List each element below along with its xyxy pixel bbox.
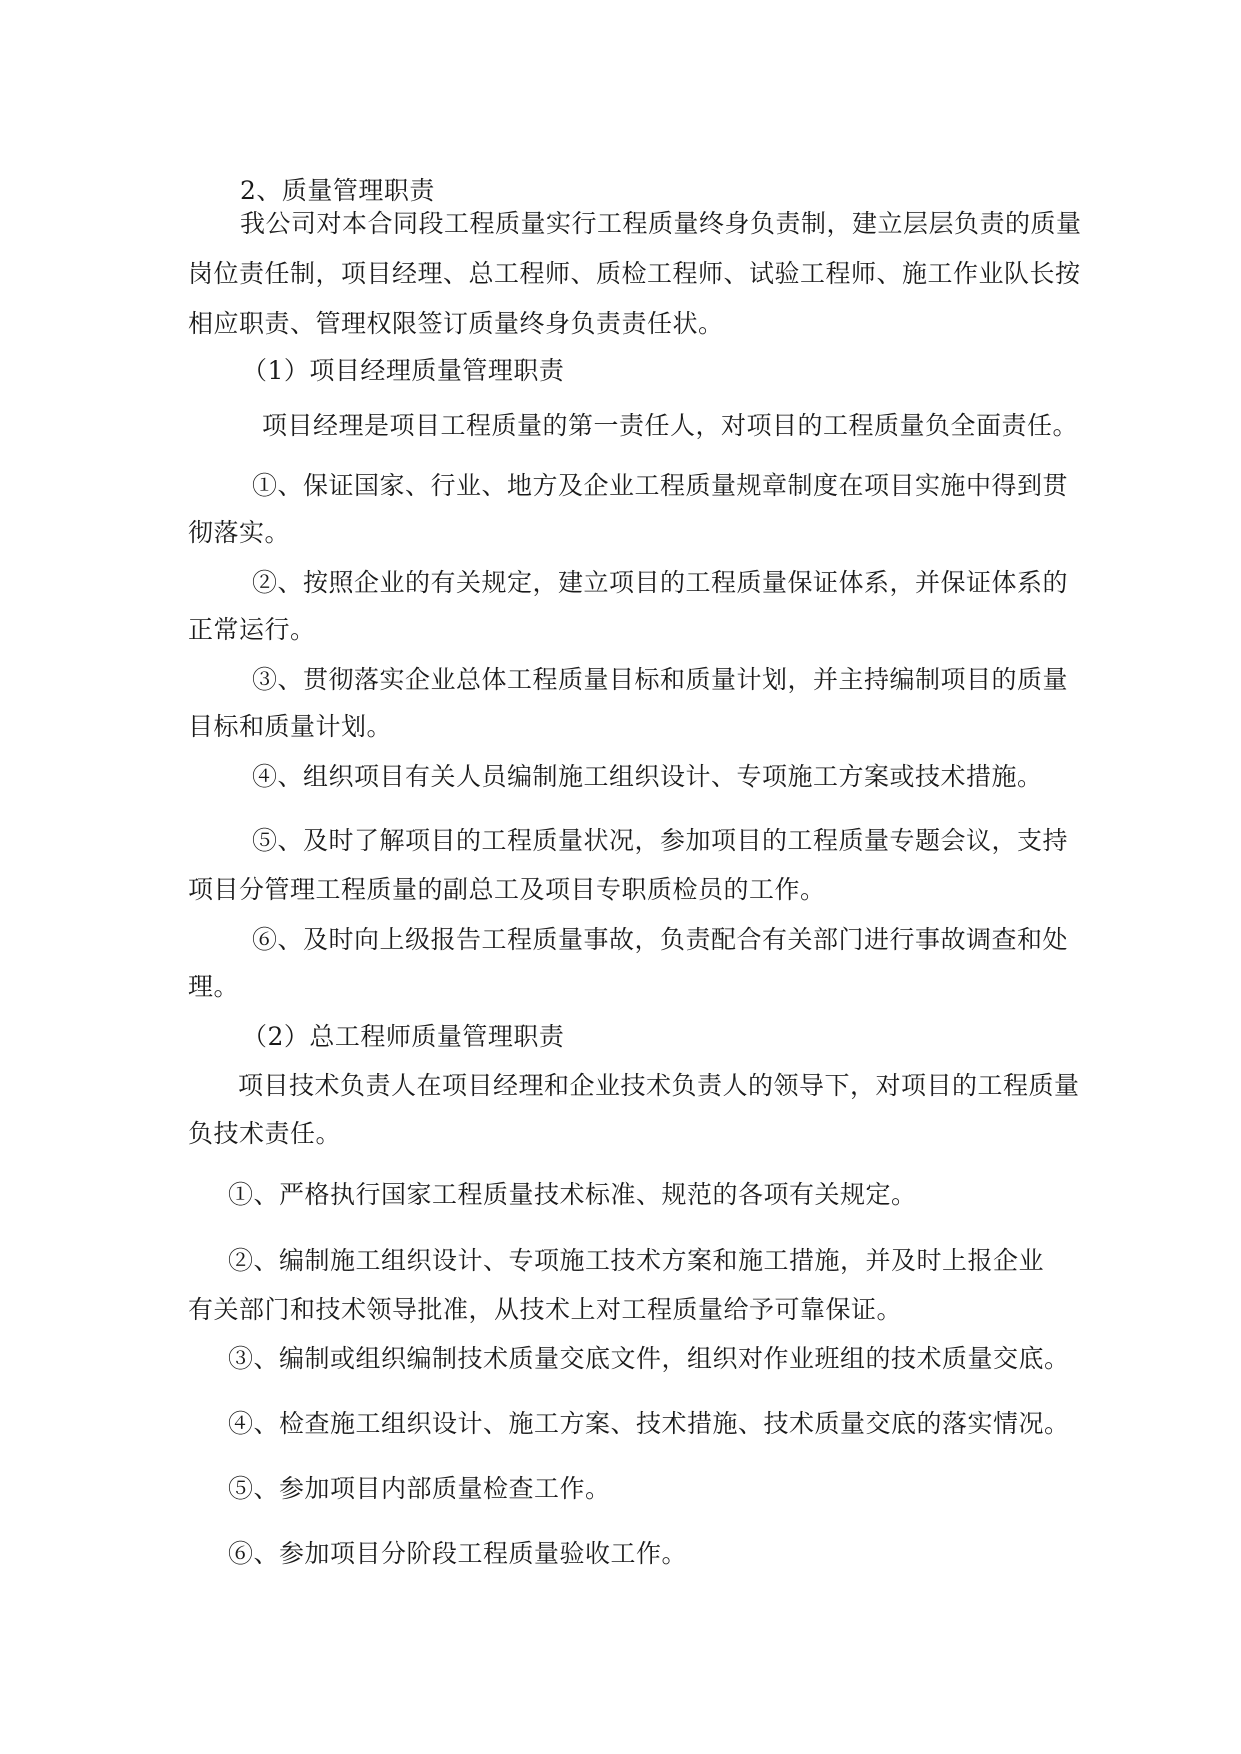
- pm-item-1-line-1: ①、保证国家、行业、地方及企业工程质量规章制度在项目实施中得到贯: [252, 471, 1069, 500]
- pm-item-2-line-2: 正常运行。: [188, 615, 316, 644]
- ce-heading: （2）总工程师质量管理职责: [242, 1022, 565, 1051]
- pm-item-3-line-1: ③、贯彻落实企业总体工程质量目标和质量计划，并主持编制项目的质量: [252, 665, 1069, 694]
- section-heading: 2、质量管理职责: [240, 176, 435, 205]
- ce-item-4-line-1: ④、检查施工组织设计、施工方案、技术措施、技术质量交底的落实情况。: [228, 1409, 1070, 1438]
- pm-item-5-line-1: ⑤、及时了解项目的工程质量状况，参加项目的工程质量专题会议，支持: [252, 826, 1069, 855]
- pm-lead: 项目经理是项目工程质量的第一责任人，对项目的工程质量负全面责任。: [262, 411, 1079, 440]
- intro-line-3: 相应职责、管理权限签订质量终身负责责任状。: [188, 309, 724, 338]
- pm-item-2-line-1: ②、按照企业的有关规定，建立项目的工程质量保证体系，并保证体系的: [252, 568, 1069, 597]
- pm-heading: （1）项目经理质量管理职责: [242, 356, 565, 385]
- ce-item-3-line-1: ③、编制或组织编制技术质量交底文件，组织对作业班组的技术质量交底。: [228, 1344, 1070, 1373]
- ce-item-2-line-2: 有关部门和技术领导批准，从技术上对工程质量给予可靠保证。: [188, 1295, 903, 1324]
- pm-item-5-line-2: 项目分管理工程质量的副总工及项目专职质检员的工作。: [188, 875, 826, 904]
- ce-lead-line-1: 项目技术负责人在项目经理和企业技术负责人的领导下，对项目的工程质量: [238, 1071, 1080, 1100]
- pm-item-6-line-2: 理。: [188, 972, 240, 1001]
- ce-item-1-line-1: ①、严格执行国家工程质量技术标准、规范的各项有关规定。: [228, 1180, 917, 1209]
- intro-line-1: 我公司对本合同段工程质量实行工程质量终身负责制，建立层层负责的质量: [240, 209, 1082, 238]
- ce-item-5-line-1: ⑤、参加项目内部质量检查工作。: [228, 1474, 611, 1503]
- pm-item-6-line-1: ⑥、及时向上级报告工程质量事故，负责配合有关部门进行事故调查和处: [252, 925, 1069, 954]
- pm-item-3-line-2: 目标和质量计划。: [188, 712, 393, 741]
- intro-line-2: 岗位责任制，项目经理、总工程师、质检工程师、试验工程师、施工作业队长按: [188, 259, 1081, 288]
- ce-item-2-line-1: ②、编制施工组织设计、专项施工技术方案和施工措施，并及时上报企业: [228, 1246, 1045, 1275]
- ce-lead-line-2: 负技术责任。: [188, 1119, 342, 1148]
- pm-item-1-line-2: 彻落实。: [188, 518, 291, 547]
- ce-item-6-line-1: ⑥、参加项目分阶段工程质量验收工作。: [228, 1539, 688, 1568]
- pm-item-4-line-1: ④、组织项目有关人员编制施工组织设计、专项施工方案或技术措施。: [252, 762, 1043, 791]
